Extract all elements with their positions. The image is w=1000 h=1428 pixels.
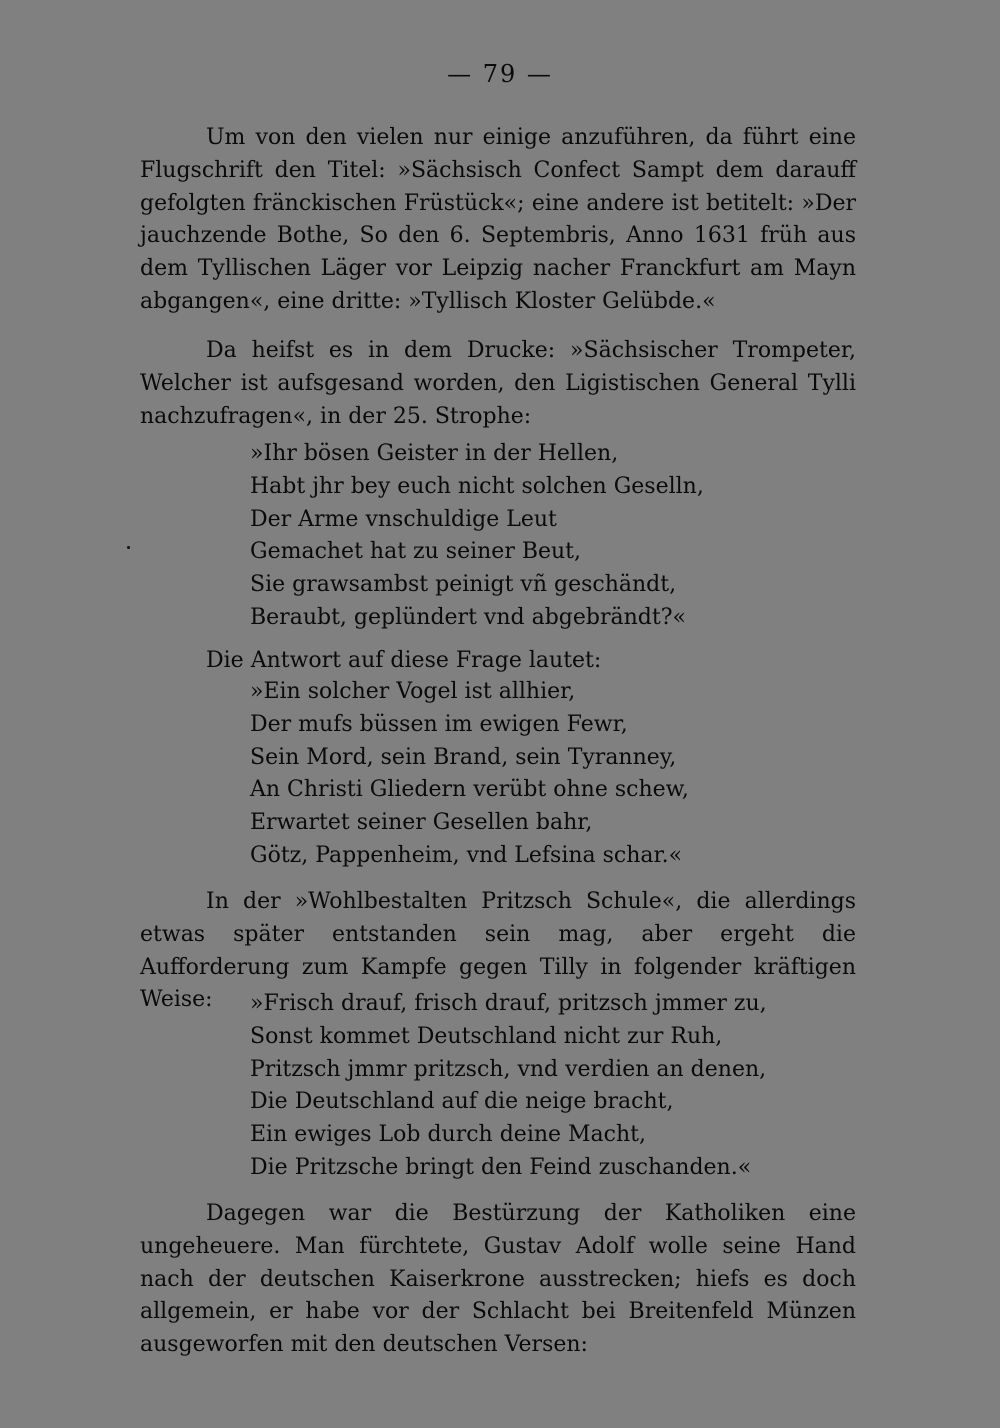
- verse-line: Sonst kommet Deutschland nicht zur Ruh,: [250, 1023, 723, 1049]
- verse-line: Sein Mord, sein Brand, sein Tyranney,: [250, 744, 677, 770]
- paragraph-bestuerzung: Dagegen war die Bestürzung der Katholiken eine ungeheuere. Man fürchtete, Gustav Adolf wolle seine Hand nach der deutschen Kaiserkrone ausstrecken; hiefs es doch allgemein, er habe vor der Schlacht bei Breitenfeld Münzen ausgeworfen mit den deutschen Versen:: [140, 1201, 856, 1358]
- verse-line: Erwartet seiner Gesellen bahr,: [250, 810, 593, 836]
- verse-line: »Ihr bösen Geister in der Hellen,: [250, 441, 619, 466]
- verse-block-trompeter: [250, 438, 704, 635]
- verse-block-antwort: [250, 676, 689, 873]
- verse-line: An Christi Gliedern verübt ohne schew,: [250, 777, 689, 803]
- verse-line: Sie grawsambst peinigt vñ geschändt,: [250, 572, 677, 598]
- verse-line: Beraubt, geplündert vnd abgebrändt?«: [250, 604, 686, 630]
- verse-line: Der mufs büssen im ewigen Fewr,: [250, 711, 628, 737]
- verse-line: Götz, Pappenheim, vnd Lefsina schar.«: [250, 842, 683, 868]
- verse-line: Ein ewiges Lob durch deine Macht,: [250, 1122, 646, 1148]
- paragraph-antwort: Die Antwort auf diese Frage lautet:: [206, 648, 602, 673]
- paragraph-saechsischer-trompeter: Da heifst es in dem Drucke: »Sächsischer Trompeter, Welcher ist aufsgesand worden, den Ligistischen General Tylli nachzufragen«, in der 25. Strophe:: [140, 338, 856, 429]
- verse-line: »Frisch drauf, frisch drauf, pritzsch jmmer zu,: [250, 991, 767, 1016]
- paragraph-flugschrift-titles: Um von den vielen nur einige anzuführen, da führt eine Flugschrift den Titel: »Sächsisch Confect Sampt dem darauff gefolgten fränckischen Früstück«; eine andere ist betitelt: »Der jauchzende Bothe, So den 6. Septembris, Anno 1631 früh aus dem Tyllischen Läger vor Leipzig nacher Franckfurt am Mayn abgangen«, eine dritte: »Tyllisch Kloster Gelübde.«: [140, 125, 856, 314]
- page-number: — 79 —: [447, 60, 553, 88]
- verse-line: Habt jhr bey euch nicht solchen Geselln,: [250, 473, 704, 499]
- verse-line: »Ein solcher Vogel ist allhier,: [250, 679, 576, 704]
- verse-line: Die Pritzsche bringt den Feind zuschanden.«: [250, 1154, 752, 1180]
- verse-line: Die Deutschland auf die neige bracht,: [250, 1089, 674, 1115]
- verse-line: Pritzsch jmmr pritzsch, vnd verdien an denen,: [250, 1056, 767, 1082]
- verse-line: Gemachet hat zu seiner Beut,: [250, 539, 582, 565]
- verse-line: Der Arme vnschuldige Leut: [250, 506, 557, 532]
- paragraph-pritzsch-schule: In der »Wohlbestalten Pritzsch Schule«, die allerdings etwas später entstanden sein mag, aber ergeht die Aufforderung zum Kampfe gegen Tilly in folgender kräftigen Weise:: [140, 889, 856, 1013]
- print-speck: [127, 546, 130, 549]
- verse-block-pritzsch: [250, 988, 767, 1185]
